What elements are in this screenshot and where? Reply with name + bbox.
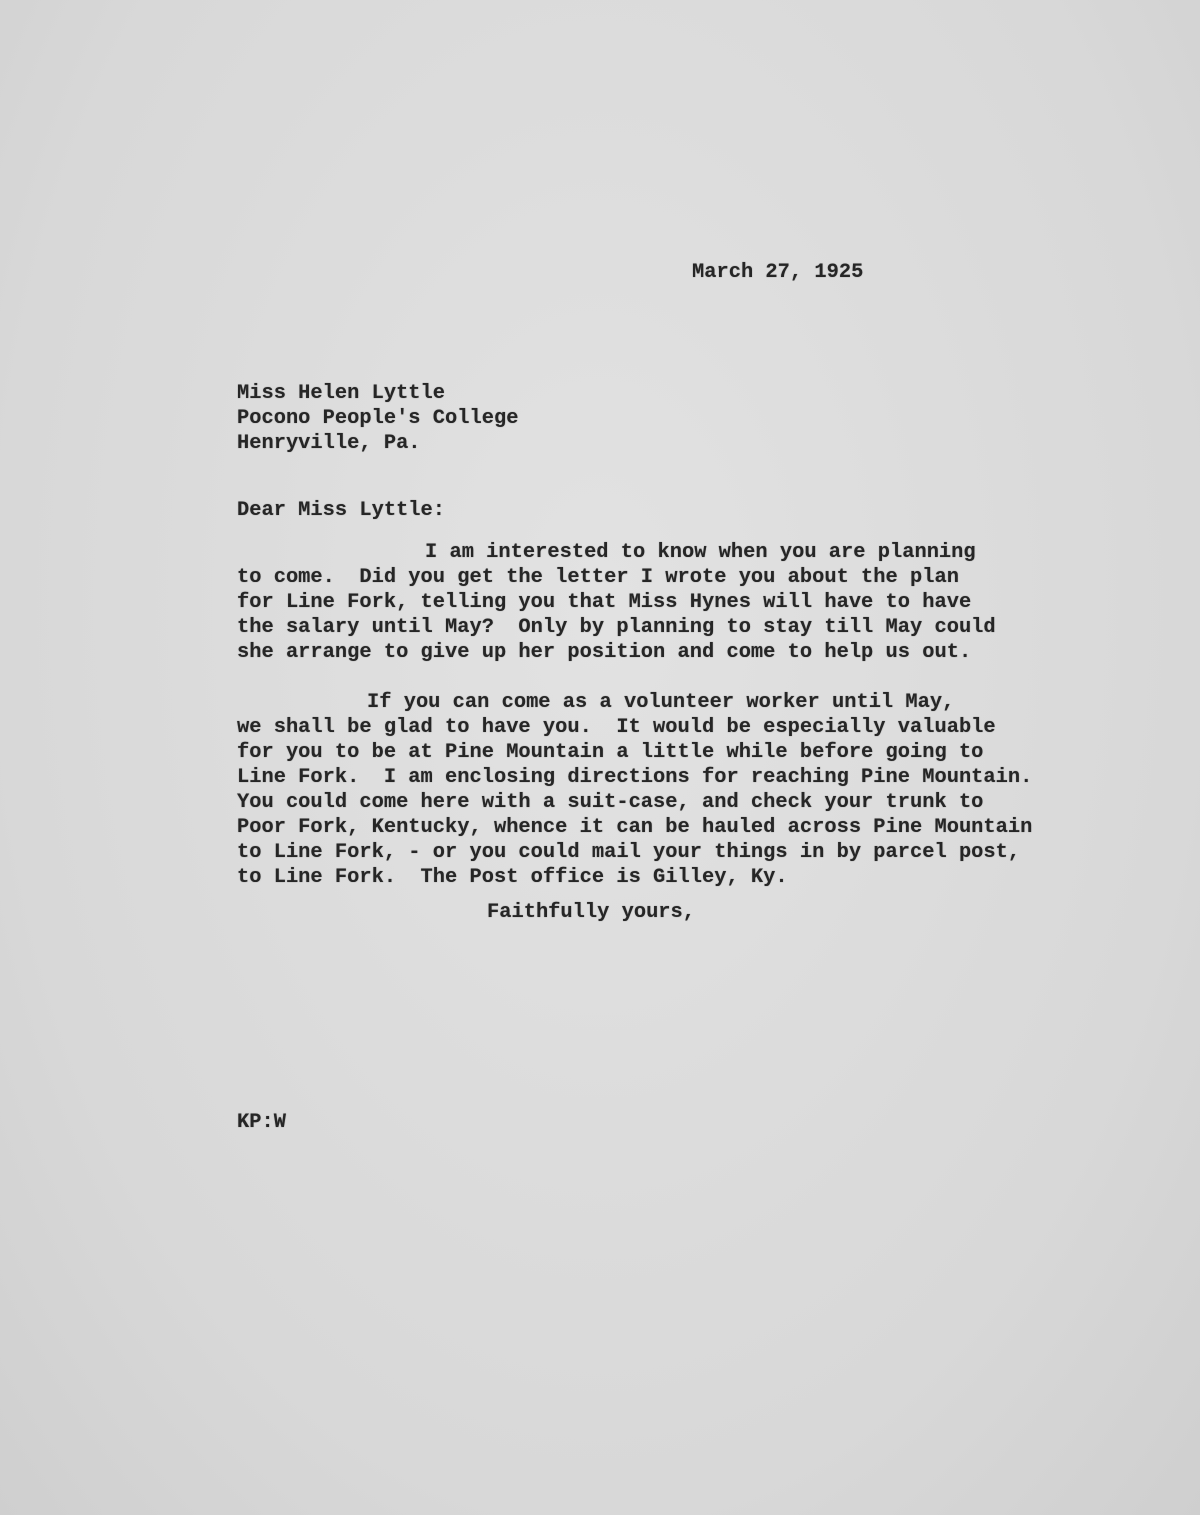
- recipient-location: Henryville, Pa.: [237, 432, 421, 455]
- body-line: for Line Fork, telling you that Miss Hynes will have to have: [237, 591, 972, 614]
- body-line: the salary until May? Only by planning to stay till May could: [237, 616, 996, 639]
- body-line: Line Fork. I am enclosing directions for reaching Pine Mountain.: [237, 766, 1033, 789]
- body-line: to Line Fork, - or you could mail your things in by parcel post,: [237, 841, 1021, 864]
- body-line: for you to be at Pine Mountain a little while before going to: [237, 741, 984, 764]
- letter-date: March 27, 1925: [692, 261, 864, 284]
- paragraph-2: [237, 690, 1032, 890]
- typist-initials: KP:W: [237, 1111, 286, 1134]
- recipient-address: [237, 381, 518, 456]
- body-line: You could come here with a suit-case, and check your trunk to: [237, 791, 984, 814]
- recipient-name: Miss Helen Lyttle: [237, 382, 446, 405]
- recipient-organization: Pocono People's College: [237, 407, 519, 430]
- body-line: I am interested to know when you are planning: [425, 541, 976, 564]
- body-line: we shall be glad to have you. It would be especially valuable: [237, 716, 996, 739]
- body-line: she arrange to give up her position and come to help us out.: [237, 641, 972, 664]
- closing: Faithfully yours,: [487, 901, 696, 924]
- paragraph-1: [237, 540, 996, 665]
- salutation: Dear Miss Lyttle:: [237, 499, 446, 522]
- body-line: to Line Fork. The Post office is Gilley, Ky.: [237, 866, 788, 889]
- body-line: Poor Fork, Kentucky, whence it can be hauled across Pine Mountain: [237, 816, 1033, 839]
- body-line: to come. Did you get the letter I wrote you about the plan: [237, 566, 959, 589]
- body-line: If you can come as a volunteer worker until May,: [367, 691, 955, 714]
